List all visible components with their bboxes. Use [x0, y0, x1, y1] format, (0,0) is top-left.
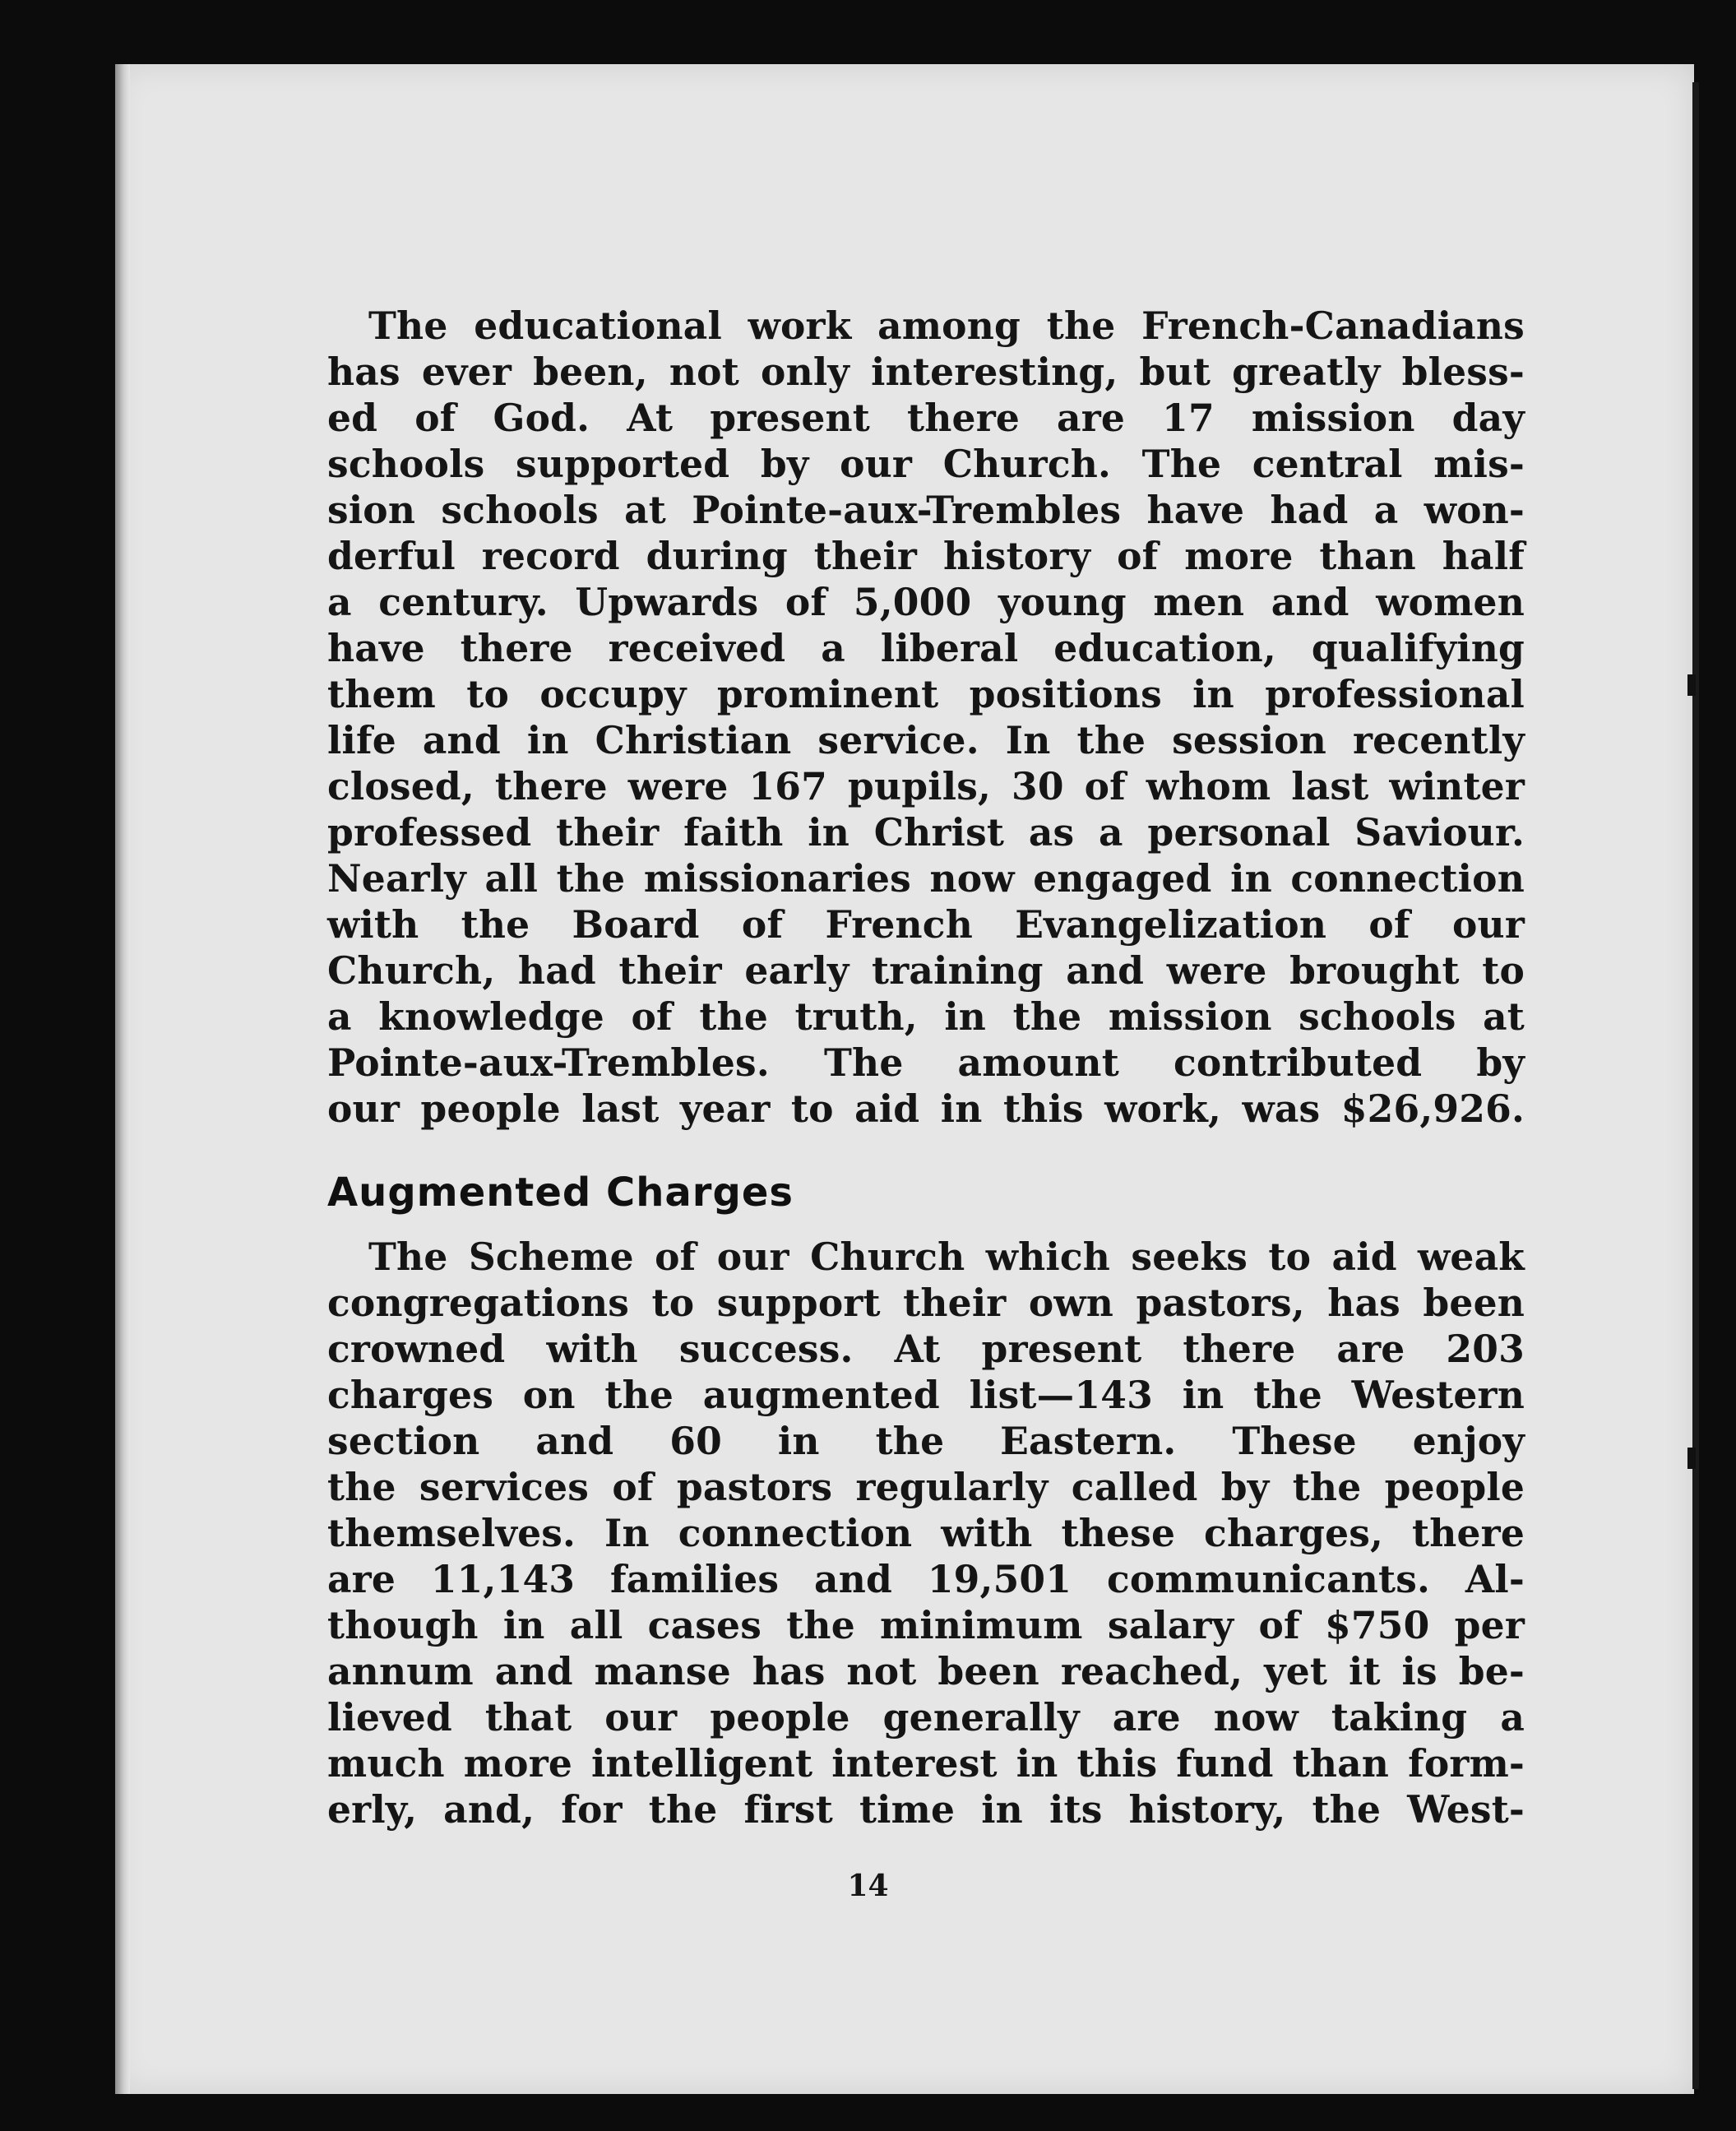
- text-line: The Scheme of our Church which seeks to aid weak: [368, 1235, 1525, 1279]
- text-line: themselves. In connection with these charges, there: [327, 1511, 1525, 1555]
- text-line: Church, had their early training and were brought to: [327, 948, 1525, 993]
- edge-mark-lower: [1687, 1448, 1696, 1469]
- text-line: the services of pastors regularly called by the people: [327, 1465, 1525, 1509]
- text-line: lieved that our people generally are now taking a: [327, 1695, 1525, 1740]
- text-line: professed their faith in Christ as a personal Saviour.: [327, 810, 1525, 855]
- text-line: our people last year to aid in this work, was $26,926.: [327, 1086, 1525, 1131]
- paragraph-french-canadian-education: [327, 303, 1525, 1132]
- text-line: congregations to support their own pastors, has been: [327, 1281, 1525, 1325]
- text-line: though in all cases the minimum salary of $750 per: [327, 1603, 1525, 1647]
- text-line: section and 60 in the Eastern. These enjoy: [327, 1419, 1525, 1463]
- text-line: schools supported by our Church. The central mis-: [327, 442, 1525, 486]
- text-line: a knowledge of the truth, in the mission schools at: [327, 994, 1525, 1039]
- text-line: ed of God. At present there are 17 mission day: [327, 396, 1525, 440]
- page-number: 14: [847, 1869, 889, 1903]
- page-right-edge: [1692, 82, 1699, 2089]
- text-line: with the Board of French Evangelization of our: [327, 902, 1525, 947]
- paragraph-augmented-charges: [327, 1234, 1525, 1832]
- text-line: has ever been, not only interesting, but greatly bless-: [327, 350, 1525, 394]
- text-line: erly, and, for the first time in its history, the West-: [327, 1787, 1525, 1832]
- text-line: closed, there were 167 pupils, 30 of whom last winter: [327, 764, 1525, 808]
- text-line: are 11,143 families and 19,501 communicants. Al-: [327, 1557, 1525, 1601]
- text-line: derful record during their history of more than half: [327, 534, 1525, 578]
- text-line: life and in Christian service. In the session recently: [327, 718, 1525, 762]
- page-binding-edge: [115, 64, 130, 2094]
- text-line: The educational work among the French-Canadians: [368, 303, 1525, 348]
- text-line: have there received a liberal education, qualifying: [327, 626, 1525, 670]
- text-line: Pointe-aux-Trembles. The amount contributed by: [327, 1040, 1525, 1085]
- page-text: [327, 303, 1525, 1832]
- text-line: crowned with success. At present there are 203: [327, 1327, 1525, 1371]
- text-line: a century. Upwards of 5,000 young men and women: [327, 580, 1525, 624]
- text-line: them to occupy prominent positions in professional: [327, 672, 1525, 716]
- text-line: annum and manse has not been reached, yet it is be-: [327, 1649, 1525, 1693]
- section-heading: Augmented Charges: [327, 1170, 794, 1216]
- edge-mark-upper: [1687, 674, 1696, 696]
- text-line: much more intelligent interest in this fund than form-: [327, 1741, 1525, 1786]
- text-line: Nearly all the missionaries now engaged in connection: [327, 856, 1525, 901]
- text-line: sion schools at Pointe-aux-Trembles have had a won-: [327, 488, 1525, 532]
- text-line: charges on the augmented list—143 in the Western: [327, 1373, 1525, 1417]
